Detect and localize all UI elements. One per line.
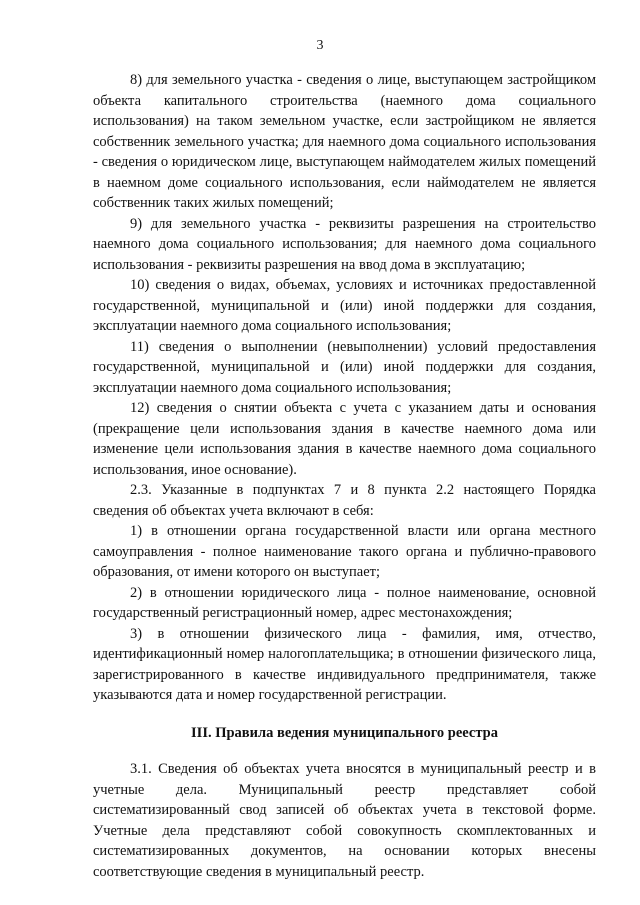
paragraph-subitem-1: 1) в отношении органа государственной власти или органа местного самоуправления - полное наименование такого органа и публично-правового образования, от имени которого он выступает; — [93, 523, 596, 580]
paragraph-item-12: 12) сведения о снятии объекта с учета с указанием даты и основания (прекращение цели использования здания в качестве наемного дома или изменение цели использования здания в качестве наемного дома социального использования, иное основание). — [93, 400, 596, 478]
paragraph-3-1: 3.1. Сведения об объектах учета вносятся в муниципальный реестр и в учетные дела. Муниципальный реестр представляет собой систематизированный свод записей об объектах учета в текстовой форме. Учетные дела представляют собой совокупность скомплектованных и систематизированных документов, на основании которых внесены соответствующие сведения в муниципальный реестр. — [93, 761, 596, 880]
paragraph-item-11: 11) сведения о выполнении (невыполнении) условий предоставления государственной, муниципальной и (или) иной поддержки для создания, эксплуатации наемного дома социального использования; — [93, 338, 596, 396]
document-body — [93, 70, 596, 882]
paragraph-2-3: 2.3. Указанные в подпунктах 7 и 8 пункта 2.2 настоящего Порядка сведения об объектах учета включают в себя: — [93, 482, 596, 519]
paragraph-item-8: 8) для земельного участка - сведения о лице, выступающем застройщиком объекта капитального строительства (наемного дома социального использования) на таком земельном участке, если застройщиком не является собственник земельного участка; для наемного дома социального использования - сведения о юридическом лице, выступающем наймодателем жилых помещений в наемном доме социального использования, если наймодателем не является собственник таких жилых помещений; — [93, 72, 596, 211]
paragraph-item-9: 9) для земельного участка - реквизиты разрешения на строительство наемного дома социального использования; для наемного дома социального использования - реквизиты разрешения на ввод дома в эксплуатацию; — [93, 215, 596, 273]
paragraph-subitem-3: 3) в отношении физического лица - фамилия, имя, отчество, идентификационный номер налогоплательщика; в отношении физического лица, зарегистрированного в качестве индивидуального предпринимателя, также указываются дата и номер государственной регистрации. — [93, 625, 596, 703]
section-heading: III. Правила ведения муниципального реестра — [191, 724, 498, 741]
paragraph-item-10: 10) сведения о видах, объемах, условиях и источниках предоставленной государственной, муниципальной и (или) иной поддержки для создания, эксплуатации наемного дома социального использования; — [93, 277, 596, 334]
paragraph-subitem-2: 2) в отношении юридического лица - полное наименование, основной государственный регистрационный номер, адрес местонахождения; — [93, 584, 596, 621]
page-number: 3 — [316, 38, 324, 53]
